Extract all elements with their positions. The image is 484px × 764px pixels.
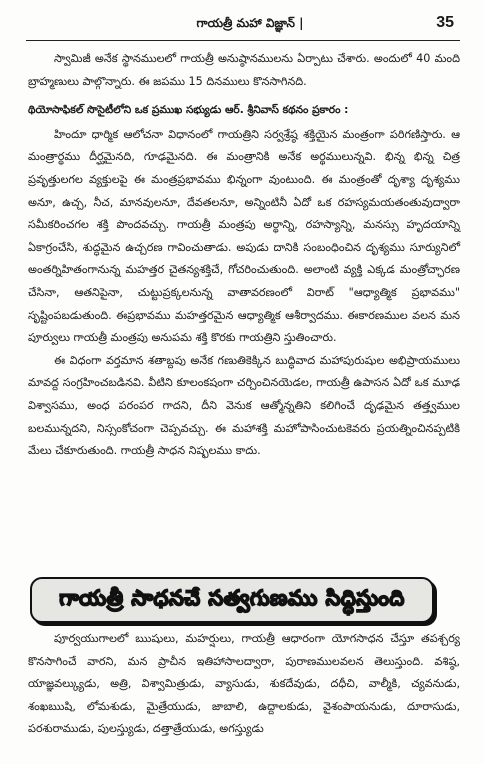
body-text-top xyxy=(28,48,460,463)
paragraph-opinions: ఈ విధంగా వర్తమాన శతాబ్దపు అనేక గణుతికెక్కిన బుద్ధివాద మహాపురుషుల అభిప్రాయములు మావద్ద సంగ్రహించబడినవి. వీటిని కూలంకషంగా చర్చించినయెడల, గాయత్రీ ఉపాసన ఏదో ఒక మూఢ విశ్వాసము, అంధ పరంపర గాదని, దీని వెనుక ఆత్మోన్నతిని కలిగించే దృఢమైన తత్త్వముల బలమున్నదని, నిస్సంకోచంగా చెప్పవచ్చు. ఈ మహాశక్తి మహోపాసించుటకెవరు ప్రయత్నించినప్పటికి మేలు చేకూరుతుంది. గాయత్రీ సాధన నిష్ఫలము కాదు. xyxy=(28,353,460,458)
paragraph-theosophical-heading: థియోసాఫికల్ సొసైటీలోని ఒక ప్రముఖ సభ్యుడు ఆర్. శ్రీనివాస్ కథనం ప్రకారం : xyxy=(28,104,349,117)
header-rule xyxy=(26,40,460,41)
paragraph-hindu-thought: హిందూ ధార్మిక ఆలోచనా విధానంలో గాయత్రిని సర్వశ్రేష్ఠ శక్తియైన మంత్రంగా పరిగణిస్తారు. ఆ మంత్రార్థము దీర్ఘమైనది, గూఢమైనది. ఈ మంత్రానికి అనేక అర్థములున్నవి. భిన్న భిన్న చిత్ర ప్రవృత్తులగల వ్యక్తులపై ఈ మంత్రప్రభావము భిన్నంగా వుంటుంది. ఈ మంత్రంతో దృశ్యా దృశ్యము అనూ, ఉచ్చ, నీచ, మానవులనూ, దేవతలనూ, అన్నింటినీ ఏదో ఒక రహస్యమయతంతువుద్వారా సమీకరించగల శక్తి పొందవచ్చు. గాయత్రీ మంత్రపు అర్థాన్ని, రహస్యాన్ని, మనస్సు హృదయాన్ని ఏకాగ్రంచేసి, శుద్ధమైన ఉచ్చరణ గావించుతాడు. అపుడు దానికి సంబంధించిన దృశ్యము సూర్యునిలో అంతర్నిహితంగానున్న మహత్తర చైతన్యశక్తిచే, గోచరించుతుంది. అలాంటి వ్యక్తి ఎక్కడ మంత్రోచ్ఛారణ చేసినా, ఆతనిపైనా, చుట్టుప్రక్కలనున్న వాతావరణంలో విరాట్ "ఆధ్యాత్మిక ప్రభావము" సృష్టింపబడుతుంది. ఈప్రభావము మహత్తరమైన ఆధ్యాత్మిక ఆశీర్వాదము. ఈకారణముల వలన మన పూర్వులు గాయత్రీ మంత్రపు అనుపమ శక్తి కొరకు గాయత్రిని స్తుతించారు. xyxy=(28,127,460,345)
paragraph-ancient-sages: పూర్వయుగాలలో ఋషులు, మహర్షులు, గాయత్రీ ఆధారంగా యోగసాధన చేస్తూ తపశ్చర్య కొనసాగించే వారని, మన ప్రాచీన ఇతిహాసాలద్వారా, పురాణములవలన తెలుస్తుంది. వశిష్ఠ, యాజ్ఞవల్క్యుడు, అత్రి, విశ్వామిత్రుడు, వ్యాసుడు, శుకదేవుడు, దధీచి, వాల్మీకి, చ్యవనుడు, శంఖఋషి, లోమశుడు, మైత్రేయుడు, జాబాలి, ఉద్దాలకుడు, వైశంపాయనుడు, దూరాసుడు, పరశురాముడు, పులస్త్యుడు, దత్తాత్రేయుడు, అగస్త్యుడు xyxy=(28,632,460,736)
section-banner-title: గాయత్రీ సాధనచే సత్వగుణము సిద్ధిస్తుంది xyxy=(59,586,405,610)
section-banner xyxy=(30,577,434,623)
running-title: గాయత్రీ మహా విజ్ఞాన్ | xyxy=(196,16,304,30)
page-number: 35 xyxy=(436,14,454,31)
body-text-bottom xyxy=(28,628,460,741)
running-header xyxy=(0,14,484,36)
paragraph-swamiji: స్వామిజీ అనేక స్థానములలో గాయత్రీ అనుష్ఠానములను ఏర్పాటు చేశారు. అందులో 40 మంది బ్రాహ్మణులు పాల్గొన్నారు. ఈ జపము 15 దినములు కొనసాగినది. xyxy=(28,52,460,88)
